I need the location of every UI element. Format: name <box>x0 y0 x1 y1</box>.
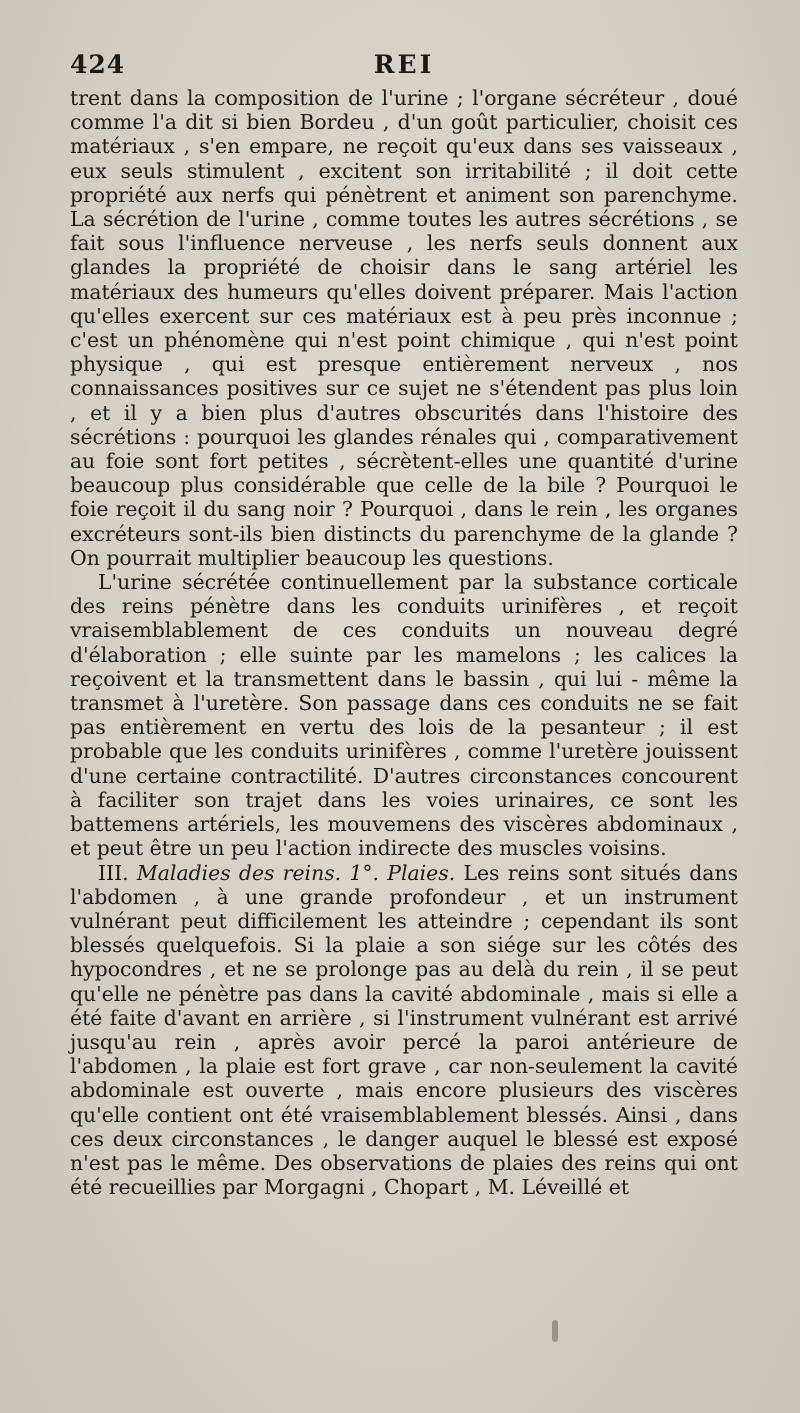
running-head: REI <box>373 50 435 79</box>
section-number: III. <box>98 860 129 885</box>
body-text <box>70 86 738 1199</box>
paragraph-2: L'urine sécrétée continuellement par la substance corticale des reins pénètre dans les conduits urinifères , et reçoit vraisemblablement de ces conduits un nouveau degré d'élaboration ; elle suinte par les mamelons ; les calices la reçoivent et la transmettent dans le bassin , qui lui - même la transmet à l'uretère. Son passage dans ces conduits ne se fait pas entièrement en vertu des lois de la pesanteur ; il est probable que les conduits urinifères , comme l'uretère jouissent d'une certaine contractilité. D'autres circonstances concourent à faciliter son trajet dans les voies urinaires, ce sont les battemens artériels, les mouvemens des viscères abdominaux , et peut être un peu l'action indirecte des muscles voisins. <box>70 570 738 861</box>
ink-mark <box>552 1320 558 1342</box>
paragraph-1: trent dans la composition de l'urine ; l'organe sécréteur , doué comme l'a dit si bien Bordeu , d'un goût particulier, choisit ces matériaux , s'en empare, ne reçoit qu'eux dans ses vaisseaux , eux seuls stimulent , excitent son irritabilité ; il doit cette propriété aux nerfs qui pénètrent et animent son parenchyme. La sécrétion de l'urine , comme toutes les autres sécrétions , se fait sous l'influence nerveuse , les nerfs seuls donnent aux glandes la propriété de choisir dans le sang artériel les matériaux des humeurs qu'elles doivent préparer. Mais l'action qu'elles exercent sur ces matériaux est à peu près inconnue ; c'est un phénomène qui n'est point chimique , qui n'est point physique , qui est presque entièrement nerveux , nos connaissances positives sur ce sujet ne s'étendent pas plus loin , et il y a bien plus d'autres obscurités dans l'histoire des sécrétions : pourquoi les glandes rénales qui , comparativement au foie sont fort petites , sécrètent-elles une quantité d'urine beaucoup plus considérable que celle de la bile ? Pourquoi le foie reçoit il du sang noir ? Pourquoi , dans le rein , les organes excréteurs sont-ils bien distincts du parenchyme de la glande ? On pourrait multiplier beaucoup les questions. <box>70 86 738 570</box>
page-number: 424 <box>70 50 126 79</box>
paragraph-3-body: Les reins sont situés dans l'abdomen , à une grande profondeur , et un instrument vulnérant peut difficilement les atteindre ; cependant ils sont blessés quelquefois. Si la plaie a son siége sur les côtés des hypocondres , et ne se prolonge pas au delà du rein , il se peut qu'elle ne pénètre pas dans la cavité abdominale , mais si elle a été faite d'avant en arrière , si l'instrument vulnérant est arrivé jusqu'au rein , après avoir percé la paroi antérieure de l'abdomen , la plaie est fort grave , car non-seulement la cavité abdominale est ouverte , mais encore plusieurs des viscères qu'elle contient ont été vraisemblablement blessés. Ainsi , dans ces deux circonstances , le danger auquel le blessé est exposé n'est pas le même. Des observations de plaies des reins qui ont été recueillies par Morgagni , Chopart , M. Léveillé et <box>70 860 739 1200</box>
page-header <box>70 50 738 84</box>
subsection-title: 1°. Plaies. <box>349 860 456 885</box>
paragraph-3 <box>70 861 738 1200</box>
section-title: Maladies des reins. <box>136 860 342 885</box>
